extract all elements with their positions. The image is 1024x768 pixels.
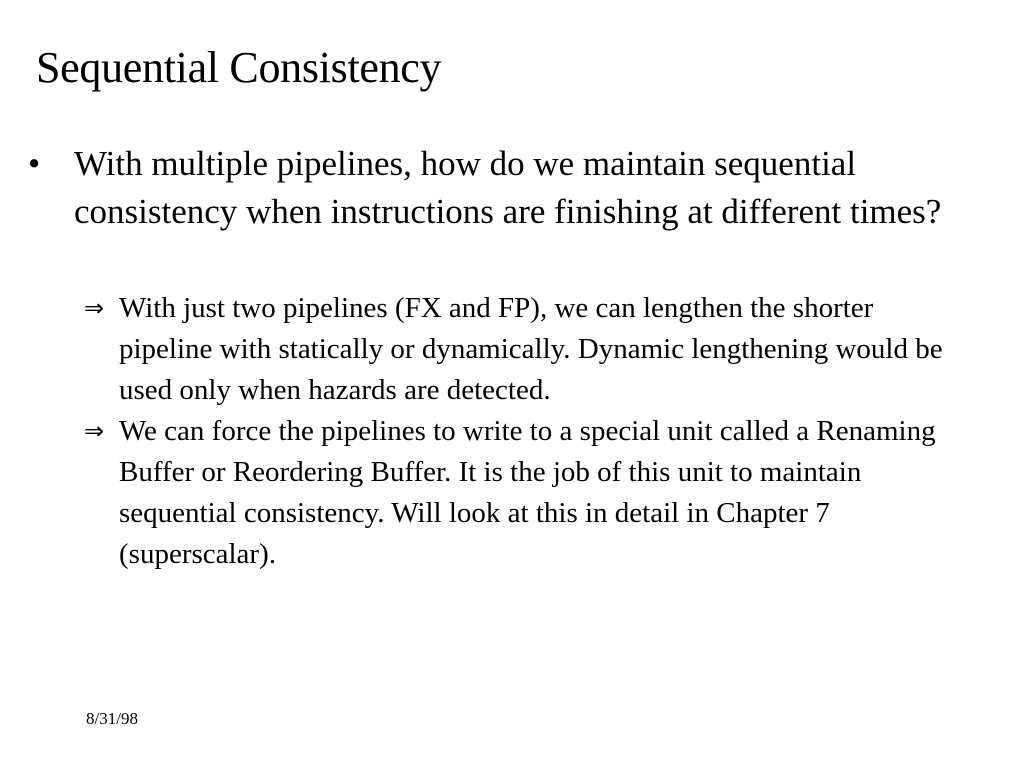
sub-point-text: With just two pipelines (FX and FP), we can lengthen the shorter pipeline with statically or dynamically. Dynamic lengthening would be used only when hazards are detected. [119, 292, 943, 406]
bullet-dot-icon: • [28, 144, 41, 183]
main-bullet-text: With multiple pipelines, how do we maintain sequential consistency when instructions are finishing at different times? [74, 144, 942, 231]
slide-title: Sequential Consistency [36, 43, 442, 92]
sub-point-item [84, 411, 949, 575]
footer-date: 8/31/98 [86, 709, 138, 728]
implies-arrow-icon: ⇒ [84, 294, 105, 322]
sub-point-list [84, 288, 974, 575]
sub-point-text: We can force the pipelines to write to a special unit called a Renaming Buffer or Reordering Buffer. It is the job of this unit to maintain sequential consistency. Will look at this in detail in Chapter 7 (superscalar). [119, 415, 936, 570]
sub-point-item [84, 288, 949, 411]
main-bullet [28, 140, 968, 236]
implies-arrow-icon: ⇒ [84, 417, 105, 445]
